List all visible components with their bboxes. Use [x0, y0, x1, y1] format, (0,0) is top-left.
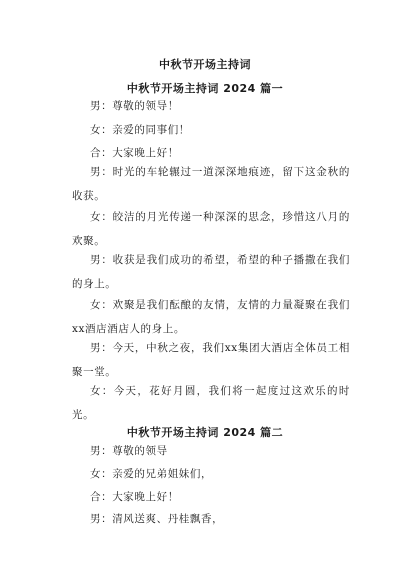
section-heading-2: 中秋节开场主持词 2024 篇二 — [126, 426, 284, 439]
dialogue-line: 女：亲爱的同事们！ — [90, 124, 190, 136]
dialogue-line: 男：今天，中秋之夜，我们xx集团大酒店全体员工相聚一堂。 — [72, 342, 350, 378]
dialogue-line: 男：收获是我们成功的希望，希望的种子播撒在我们的身上。 — [72, 254, 350, 290]
dialogue-line: 女：皎洁的月光传递一种深深的思念，珍惜这八月的欢聚。 — [72, 211, 350, 247]
dialogue-line: 合：大家晚上好！ — [90, 147, 179, 159]
dialogue-line: 男：时光的车轮辗过一道深深地痕迹，留下这金秋的收获。 — [72, 166, 350, 202]
dialogue-line: 女：今天，花好月圆，我们将一起度过这欢乐的时光。 — [72, 385, 350, 421]
dialogue-line: 女：欢聚是我们酝酿的友情，友情的力量凝聚在我们xx酒店酒店人的身上。 — [72, 299, 350, 335]
dialogue-line: 男：清风送爽、丹桂飘香， — [90, 513, 224, 525]
dialogue-line: 合：大家晚上好！ — [90, 491, 179, 503]
dialogue-line: 男：尊敬的领导！ — [90, 100, 179, 112]
dialogue-line: 男：尊敬的领导 — [90, 445, 168, 457]
section-heading-1: 中秋节开场主持词 2024 篇一 — [126, 82, 284, 95]
document-title: 中秋节开场主持词 — [159, 58, 251, 71]
dialogue-line: 女：亲爱的兄弟姐妹们， — [90, 468, 213, 480]
